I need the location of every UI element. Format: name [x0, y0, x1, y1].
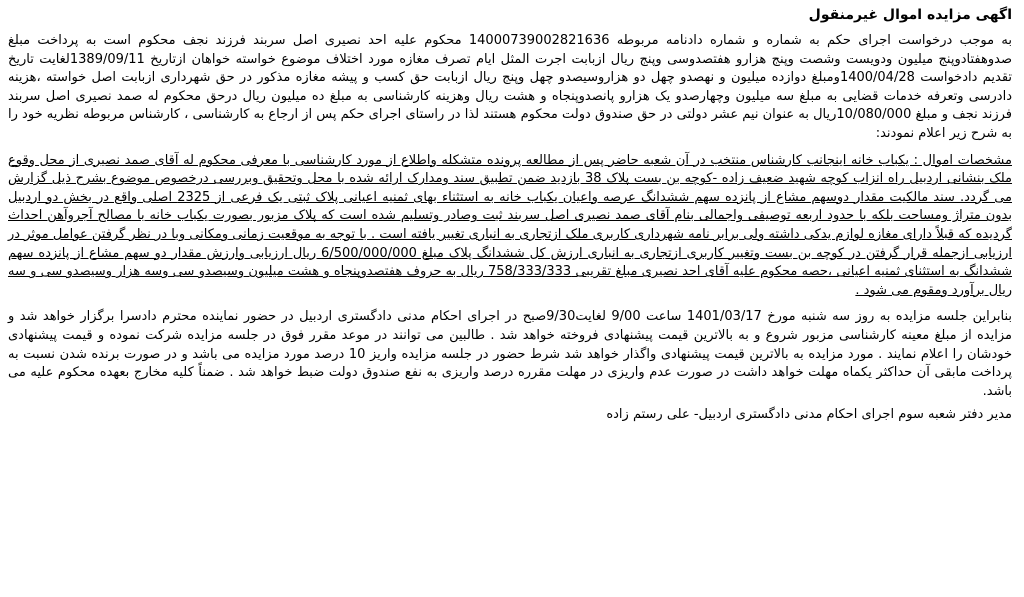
paragraph-auction-terms: بنابراین جلسه مزایده به روز سه شنبه مورخ 1401/03/17 ساعت 9/00 لغایت9/30صبح در اجرای احکام مدنی دادگستری اردبیل در حضور نماینده محترم دادسرا برگزار خواهد شد و مزایده از مبلغ معینه کارشناسی مزبور شروع و به بالاترین قیمت پیشنهادی فروخته خواهد شد . طالبین می توانند در موعد مقرر فوق در جلسه مزایده شرکت نموده و قیمت پیشنهادی خودشان را اعلام نمایند . مورد مزایده به بالاترین قیمت پیشنهادی واگذار خواهد شد شرط حضور در جلسه مزایده واریز 10 درصد مورد مزایده می باشد و در صورت برنده شدن نسبت به پرداخت مابقی آن حداکثر یکماه مهلت خواهد داشت در صورت عدم واریزی در مهلت مقرره درصد واریزی به نفع صندوق دولت ضبط خواهد شد . ضمناً کلیه مخارج بعهده محکوم علیه می باشد.	[8, 309, 1013, 399]
signature-line: مدیر دفتر شعبه سوم اجرای احکام مدنی دادگستری اردبیل- علی رستم زاده	[606, 407, 1012, 423]
paragraph-judgment-details: به موجب درخواست اجرای حکم به شماره و شماره دادنامه مربوطه 14000739002821636 محکوم علیه احد نصیری اصل سربند فرزند نجف محکوم است به پرداخت مبلغ صدوهفتادوپنج میلیون ودویست وشصت وپنج هزارو هفتصدوسی وپنج ریال ازبابت اجرت المثل ایام تصرف مغازه مورد اختلاف موضوع خواسته خواهان ازتاریخ 1389/09/11لغایت تاریخ تقدیم دادخواست 1400/04/28ومبلغ دوازده میلیون و نهصدو چهل دو هزاروسیصدو چهل وپنج ریال ازبابت حق کسب و پیشه مغازه مذکور در حق شهرداری ازبابت اصل خواسته ،هزینه دادرسی وتعرفه خدمات قضایی به مبلغ سه میلیون وچهارصدو یک هزارو پانصدوپنجاه و هشت ریال وهزینه کارشناسی به مبلغ ده میلیون ریال درحق محکوم له صمد نصیری اصل سربند فرزند نجف و مبلغ 10/080/000ریال به عنوان نیم عشر دولتی در حق صندوق دولت محکوم هستند لذا در راستای اجرای حکم پس از ارجاع به کارشناسی ، کارشناس مربوطه نظریه خود را به شرح زیر اعلام نمودند:	[8, 33, 1013, 141]
paragraph-property-specifications: مشخصات اموال : یکباب خانه اینجانب کارشناس منتخب در آن شعبه حاضر پس از مطالعه پرونده متشکله واطلاع از مورد کارشناسی با معرفی محکوم له آقای صمد نصیری از محل وقوع ملک بنشانی اردبیل راه انزاب کوچه شهید ضعیف زاده -کوچه بن بست پلاک 38 بازدید ضمن تطبیق سند ومدارک ارائه شده با محل وتحقیق وبررسی درخصوص موضوع بشرح ذیل گزارش می گردد. سند مالکیت مقدار دوسهم مشاع از پانزده سهم ششدانگ عرصه واعیان یکباب خانه به استثناء بهای ثمنیه اعیانی پلاک ثبتی یک فرعی از 2325 اصلی واقع در بخش دو اردبیل بدون متراژ ومساحت بلکه با حدود اربعه توصیفی واجمالی بنام آقای صمد نصیری اصل سربند ثبت وصادر وتسلیم شده است که پلاک مزبور بصورت یکباب خانه با مصالح آجروآهن احداث گردیده که قبلاً دارای مغازه لوازم یدکی داشته ولی برابر نامه شهرداری کاربری ملک ازتجاری به انباری تغییر یافته است . با توجه به موقعیت زمانی ومکانی وبا در نظر گرفتن عوامل موثر در ارزیابی ازجمله قرار گرفتن در کوچه بن بست وتغییر کاربری ازتجاری به انباری ارزش کل ششدانگ پلاک مبلغ 6/500/000/000 ریال ارزیابی وارزش مقدار دو سهم مشاع از پانزده سهم ششدانگ به استثنای ثمنیه اعیانی ،حصه محکوم علیه آقای احد نصیری مبلغ تقریبی 758/333/333 ریال به حروف هفتصدوپنجاه و هشت میلیون وسیصدو سی وسه هزار وسیصدو سی و سه ریال برآورد ومقوم می شود .	[8, 152, 1013, 298]
document-title: اگهی مزایده اموال غیرمنقول	[808, 7, 1012, 23]
